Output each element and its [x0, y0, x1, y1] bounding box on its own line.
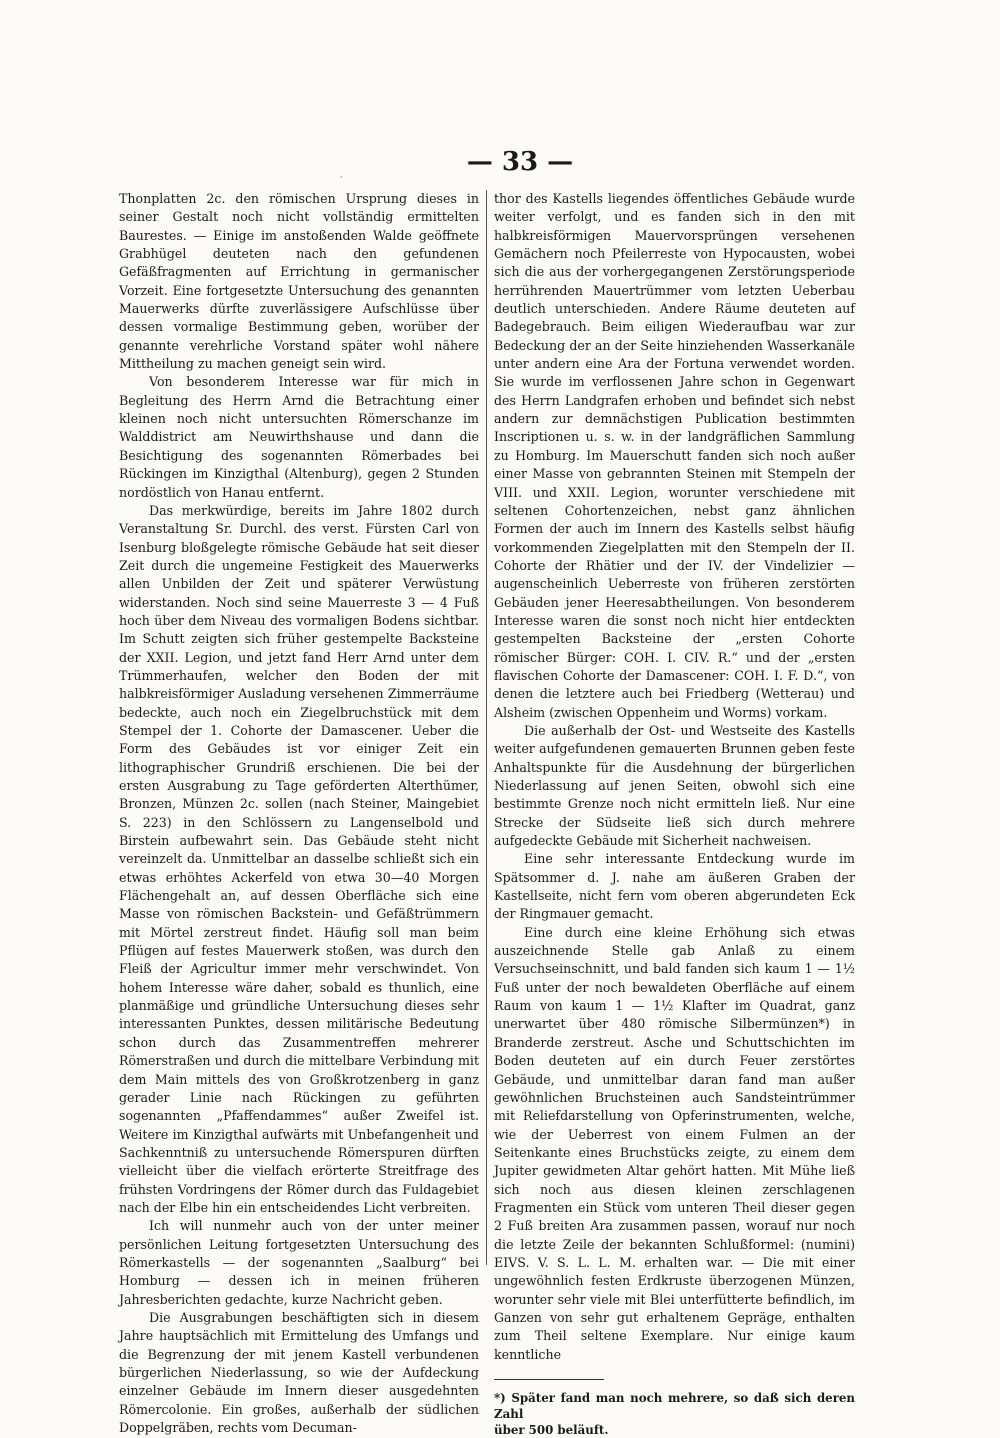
right-paragraph-3: Eine sehr interessante Entdeckung wurde im Spätsommer d. J. nahe am äußeren Graben der Kastellseite, nicht fern vom oberen abgerundeten Eck der Ringmauer gemacht.: [494, 851, 855, 922]
left-paragraph-2: Von besonderem Interesse war für mich in Begleitung des Herrn Arnd die Betrachtung einer kleinen noch nicht untersuchten Römerschanze im Walddistrict am Neuwirthshause und dann die Besichtigung des sogenannten Römerbades bei Rückingen im Kinzigthal (Altenburg), gegen 2 Stunden nordöstlich von Hanau entfernt.: [119, 374, 479, 500]
footnote-line-1: *) Später fand man noch mehrere, so daß sich deren Zahl: [494, 1391, 855, 1421]
page-number: — 33 —: [466, 147, 574, 177]
left-column: [119, 190, 479, 1437]
footnote: [494, 1390, 855, 1438]
column-divider: [486, 190, 487, 1265]
right-paragraph-2: Die außerhalb der Ost- und Westseite des Kastells weiter aufgefundenen gemauerten Brunnen geben feste Anhaltspunkte für die Ausdehnung der bürgerlichen Niederlassung auf jenen Seiten, obwohl sich eine bestimmte Grenze noch nicht ermitteln ließ. Nur eine Strecke der Südseite ließ sich durch mehrere aufgedeckte Gebäude mit Sicherheit nachweisen.: [494, 722, 855, 849]
footnote-line-2: über 500 beläuft.: [494, 1423, 609, 1437]
right-paragraph-4: Eine durch eine kleine Erhöhung sich etwas auszeichnende Stelle gab Anlaß zu einem Versuchseinschnitt, und bald fanden sich kaum 1 — 1½ Fuß unter der noch bewaldeten Oberfläche auf einem Raum von kaum 1 — 1½ Klafter im Quadrat, ganz unerwartet über 480 römische Silbermünzen*) in Branderde zerstreut. Asche und Schuttschichten im Boden deuteten auf ein durch Feuer zerstörtes Gebäude, und unmittelbar daran fand man außer gewöhnlichen Bruchsteinen auch Sandsteintrümmer mit Reliefdarstellung von Opferinstrumenten, welche, wie der Ueberrest von einem Fulmen an der Seitenkante eines Bruchstücks zeigte, zu einem dem Jupiter gewidmeten Altar gehört hatten. Mit Mühe ließ sich noch aus diesen kleinen zerschlagenen Fragmenten ein Stück vom unteren Theil dieser gegen 2 Fuß breiten Ara zusammen passen, worauf nur noch die letzte Zeile der bekannten Schlußformel: (numini) EIVS. V. S. L. L. M. erhalten war. — Die mit einer ungewöhnlich festen Erdkruste überzogenen Münzen, worunter sehr viele mit Blei unterfütterte befindlich, im Ganzen von sehr gut erhaltenem Gepräge, enthalten zum Theil seltene Exemplare. Nur einige kaum kenntliche: [494, 924, 855, 1362]
left-paragraph-5: Die Ausgrabungen beschäftigten sich in diesem Jahre hauptsächlich mit Ermittelung des Umfangs und die Begrenzung der mit jenem Kastell verbundenen bürgerlichen Niederlassung, so wie der Aufdeckung einzelner Gebäude im Innern dieser ausgedehnten Römercolonie. Ein großes, außerhalb der südlichen Doppelgräben, rechts vom Decuman-: [119, 1309, 479, 1436]
ink-speck: ‚: [340, 170, 343, 179]
right-paragraph-1: thor des Kastells liegendes öffentliches Gebäude wurde weiter verfolgt, und es fanden sich in den mit halbkreisförmigen Mauervorsprüngen versehenen Gemächern noch Pfeilerreste von Hypocausten, wobei sich die aus der vorhergegangenen Zerstörungsperiode herrührenden Mauertrümmer vom letzten Ueberbau deutlich unterschieden. Andere Räume deuteten auf Badegebrauch. Beim eiligen Wiederaufbau war zur Bedeckung der an der Seite hinziehenden Wasserkanäle unter andern eine Ara der Fortuna verwendet worden. Sie wurde im verflossenen Jahre schon in Gegenwart des Herrn Landgrafen erhoben und befindet sich nebst andern zur demnächstigen Publication bestimmten Inscriptionen u. s. w. in der landgräflichen Sammlung zu Homburg. Im Mauerschutt fanden sich noch außer einer Masse von gebrannten Steinen mit Stempeln der VIII. und XXII. Legion, worunter verschiedene mit seltenen Cohortenzeichen, nebst ganz ähnlichen Formen der auch im Innern des Kastells selbst häufig vorkommenden Ziegelplatten mit den Stempeln der II. Cohorte der Rhätier und der IV. der Vindelizier — augenscheinlich Ueberreste von früheren zerstörten Gebäuden jener Heeresabtheilungen. Von besonderem Interesse waren die sonst noch nicht hier entdeckten gestempelten Backsteine der „ersten Cohorte römischer Bürger: COH. I. CIV. R.“ und der „ersten flavischen Cohorte der Damascener: COH. I. F. D.“, von denen die letztere auch bei Friedberg (Wetterau) und Alsheim (zwischen Oppenheim und Worms) vorkam.: [494, 191, 855, 720]
footnote-rule: [494, 1379, 604, 1380]
left-paragraph-1: Thonplatten 2c. den römischen Ursprung dieses in seiner Gestalt noch nicht vollständig ermittelten Baurestes. — Einige im anstoßenden Walde geöffnete Grabhügel deuteten nach den gefundenen Gefäßfragmenten auf Errichtung in germanischer Vorzeit. Eine fortgesetzte Untersuchung des genannten Mauerwerks dürfte zuverlässigere Aufschlüsse über dessen vormalige Bestimmung geben, worüber der genannte verehrliche Vorstand später wohl nähere Mittheilung zu machen geneigt sein wird.: [119, 191, 479, 372]
left-paragraph-3: Das merkwürdige, bereits im Jahre 1802 durch Veranstaltung Sr. Durchl. des verst. Fürsten Carl von Isenburg bloßgelegte römische Gebäude hat seit dieser Zeit durch die ungemeine Festigkeit des Mauerwerks allen Unbilden der Zeit und späterer Verwüstung widerstanden. Noch sind seine Mauerreste 3 — 4 Fuß hoch über dem Niveau des vormaligen Bodens sichtbar. Im Schutt zeigten sich früher gestempelte Backsteine der XXII. Legion, und jetzt fand Herr Arnd unter dem Trümmerhaufen, welcher den Boden der mit halbkreisförmiger Ausladung versehenen Zimmerräume bedeckte, auch noch ein Ziegelbruchstück mit dem Stempel der 1. Cohorte der Damascener. Ueber die Form des Gebäudes ist vor einiger Zeit ein lithographischer Grundriß erschienen. Die bei der ersten Ausgrabung zu Tage geförderten Alterthümer, Bronzen, Münzen 2c. sollen (nach Steiner, Maingebiet S. 223) in den Schlössern zu Langenselbold und Birstein aufbewahrt sein. Das Gebäude steht nicht vereinzelt da. Unmittelbar an dasselbe schließt sich ein etwas erhöhtes Ackerfeld von etwa 30—40 Morgen Flächengehalt an, auf dessen Oberfläche sich eine Masse von römischen Backstein- und Gefäßtrümmern mit Mörtel zerstreut findet. Häufig soll man beim Pflügen auf festes Mauerwerk stoßen, was durch den Fleiß der Agricultur immer mehr verschwindet. Von hohem Interesse wäre daher, sobald es thunlich, eine planmäßige und gründliche Untersuchung dieses sehr interessanten Punktes, dessen militärische Bedeutung schon durch das Zusammentreffen mehrerer Römerstraßen und durch die mittelbare Verbindung mit dem Main mittels des von Großkrotzenberg in ganz gerader Linie nach Rückingen zu geführten sogenannten „Pfaffendammes“ außer Zweifel ist. Weitere im Kinzigthal aufwärts mit Unbefangenheit und Sachkenntniß zu untersuchende Römerspuren dürften vielleicht über die vielfach erörterte Streitfrage des frühsten Vordringens der Römer durch das Fuldagebiet nach der Elbe hin ein entscheidendes Licht verbreiten.: [119, 502, 479, 1215]
right-column: [494, 190, 855, 1438]
left-paragraph-4: Ich will nunmehr auch von der unter meiner persönlichen Leitung fortgesetzten Untersuchung des Römerkastells — der sogenannten „Saalburg“ bei Homburg — dessen ich in meinen früheren Jahresberichten gedachte, kurze Nachricht geben.: [119, 1218, 479, 1307]
